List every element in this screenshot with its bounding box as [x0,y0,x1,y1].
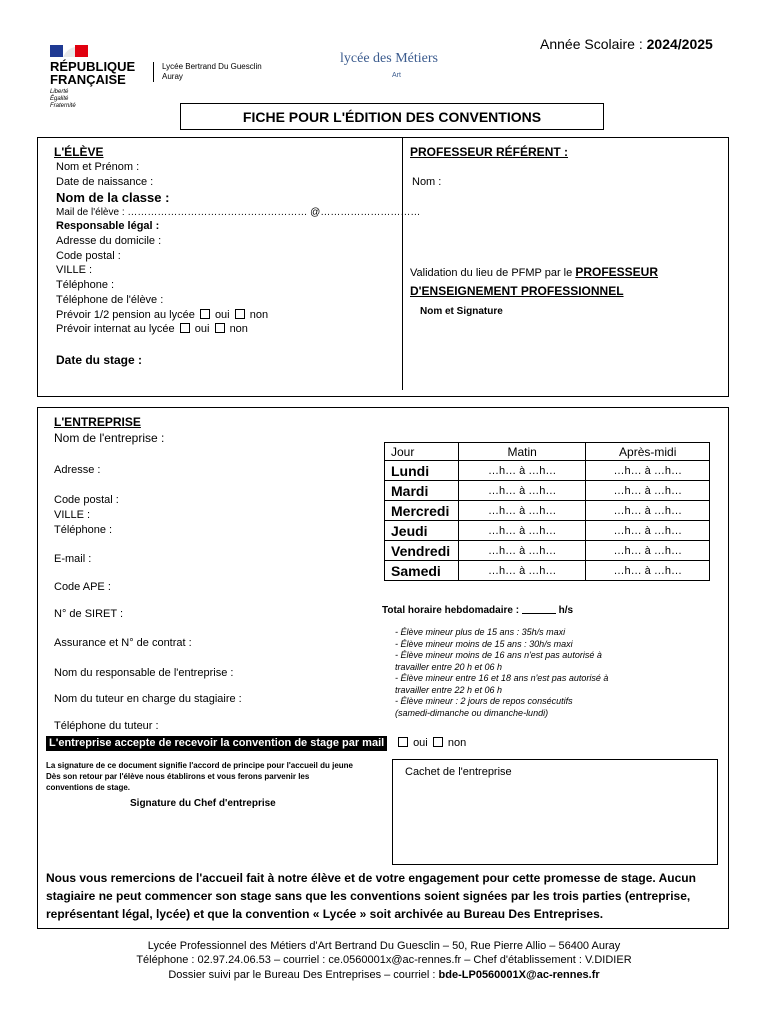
internat-label: Prévoir internat au lycée [56,323,175,335]
schedule-row [385,481,710,501]
schedule-afternoon-slot[interactable]: …h… à …h… [586,521,710,541]
professeur-signature: Nom et Signature [420,306,503,317]
entreprise-telephone: Téléphone : [54,524,113,536]
republique-line2: FRANÇAISE [50,72,126,87]
mail-accept-non-label: non [447,737,467,749]
footer-line-2: Téléphone : 02.97.24.06.53 – courriel : ce.0560001x@ac-rennes.fr – Chef d'établissement : V.DIDIER [136,954,632,966]
entreprise-tel-tuteur: Téléphone du tuteur : [54,720,159,732]
entreprise-ville: VILLE : [54,509,91,521]
entreprise-tuteur: Nom du tuteur en charge du stagiaire : [54,693,242,705]
internat-oui-label: oui [194,323,210,335]
entreprise-adresse: Adresse : [54,464,101,476]
schedule-table [384,442,710,581]
motto-liberte: Liberté [50,89,69,95]
professeur-validation [410,266,658,280]
schedule-header-jour: Jour [385,443,459,461]
schedule-header-matin: Matin [458,443,585,461]
republique-line1: RÉPUBLIQUE [50,59,136,74]
schedule-day: Lundi [385,461,459,481]
schedule-day: Mercredi [385,501,459,521]
entreprise-code-ape: Code APE : [54,581,111,593]
logo-subtext: Art [392,72,401,79]
legal-note: - Élève mineur entre 16 et 18 ans n'est pas autorisé à [395,673,609,683]
footer-line-3 [0,968,768,982]
total-horaire-field[interactable] [522,603,556,614]
closing-line-3: représentant légal, lycée) et que la convention « Lycée » soit archivée au Bureau Des Entreprises. [46,907,604,921]
mail-accept-oui-checkbox[interactable] [398,737,408,747]
schedule-row [385,541,710,561]
footer-bde-email[interactable]: bde-LP0560001X@ac-rennes.fr [438,969,600,981]
motto-egalite: Égalité [50,96,69,102]
validation-prefix: Validation du lieu de PFMP par le [410,267,573,279]
schedule-row [385,461,710,481]
eleve-mail: Mail de l'élève : ……………………………………………… @………………………… [56,207,421,218]
schedule-morning-slot[interactable]: …h… à …h… [458,521,585,541]
legal-note: - Élève mineur : 2 jours de repos consécutifs [395,696,573,706]
logo-text: lycée des Métiers [340,51,438,66]
internat-oui-checkbox[interactable] [180,323,190,333]
total-horaire-unit: h/s [558,605,574,616]
schedule-row [385,521,710,541]
legal-note: travailler entre 22 h et 06 h [395,684,503,695]
demi-pension-non-label: non [249,309,269,321]
eleve-ville: VILLE : [56,264,93,276]
schedule-morning-slot[interactable]: …h… à …h… [458,481,585,501]
entreprise-email: E-mail : [54,553,92,565]
mail-accept-non-checkbox[interactable] [433,737,443,747]
legal-note: - Élève mineur plus de 15 ans : 35h/s maxi [395,627,566,637]
footer-line-3-prefix: Dossier suivi par le Bureau Des Entreprises – courriel : [168,969,436,981]
legal-note: - Élève mineur moins de 15 ans : 30h/s maxi [395,638,573,649]
eleve-adresse: Adresse du domicile : [56,235,162,247]
schedule-afternoon-slot[interactable]: …h… à …h… [586,461,710,481]
cachet-label: Cachet de l'entreprise [405,766,512,778]
schedule-header-row [385,443,710,461]
entreprise-heading: L'ENTREPRISE [54,415,141,429]
schedule-morning-slot[interactable]: …h… à …h… [458,541,585,561]
total-horaire [382,603,573,617]
schedule-afternoon-slot[interactable]: …h… à …h… [586,561,710,581]
eleve-code-postal: Code postal : [56,250,121,262]
schedule-day: Mardi [385,481,459,501]
legal-notes [395,627,608,719]
entreprise-code-postal: Code postal : [54,494,119,506]
eleve-telephone: Téléphone : [56,279,115,291]
signature-note-2: Dès son retour par l'élève nous établirons et vous ferons parvenir les [46,772,310,781]
schedule-day: Jeudi [385,521,459,541]
schedule-morning-slot[interactable]: …h… à …h… [458,501,585,521]
schedule-morning-slot[interactable]: …h… à …h… [458,561,585,581]
legal-note: travailler entre 20 h et 06 h [395,661,503,672]
demi-pension-oui-label: oui [214,309,230,321]
mail-accept-oui-label: oui [413,737,428,749]
entreprise-responsable: Nom du responsable de l'entreprise : [54,667,234,679]
footer-line-1: Lycée Professionnel des Métiers d'Art Bertrand Du Guesclin – 50, Rue Pierre Allio – 56400 Auray [147,940,621,952]
header-divider [153,62,154,82]
eleve-classe: Nom de la classe : [56,190,170,205]
legal-note: (samedi-dimanche ou dimanche-lundi) [395,707,549,718]
school-year [540,36,713,52]
signature-note-3: conventions de stage. [46,783,131,792]
form-title: FICHE POUR L'ÉDITION DES CONVENTIONS [242,109,542,125]
internat-non-label: non [229,323,248,335]
entreprise-nom: Nom de l'entreprise : [54,431,165,445]
eleve-tel-eleve: Téléphone de l'élève : [56,294,164,306]
internat-non-checkbox[interactable] [215,323,225,333]
professeur-heading: PROFESSEUR RÉFÉRENT : [410,145,569,159]
school-city: Auray [162,72,183,81]
closing-line-1: Nous vous remercions de l'accueil fait à notre élève et de votre engagement pour cette promesse de stage. Aucun [46,871,696,885]
total-horaire-label: Total horaire hebdomadaire : [382,605,520,616]
schedule-afternoon-slot[interactable]: …h… à …h… [586,501,710,521]
entreprise-siret: N° de SIRET : [54,608,123,620]
professeur-nom: Nom : [412,176,442,188]
eleve-responsable: Responsable légal : [56,220,160,232]
demi-pension-oui-checkbox[interactable] [200,309,210,319]
date-stage: Date du stage : [56,353,143,367]
mail-accept-options [396,737,466,750]
schedule-afternoon-slot[interactable]: …h… à …h… [586,481,710,501]
school-name: Lycée Bertrand Du Guesclin [162,62,262,71]
eleve-heading: L'ÉLÈVE [54,145,104,159]
closing-line-2: stagiaire ne peut commencer son stage sans que les conventions soient signées par les trois parties (entreprise, [46,889,691,903]
signature-chef: Signature du Chef d'entreprise [130,798,276,809]
motto-fraternite: Fraternité [50,103,76,109]
demi-pension-row [56,309,268,322]
signature-note-1: La signature de ce document signifie l'accord de principe pour l'accueil du jeune [46,761,353,770]
schedule-row [385,561,710,581]
demi-pension-label: Prévoir 1/2 pension au lycée [56,309,195,321]
republique-flag-icon [50,44,88,56]
demi-pension-non-checkbox[interactable] [235,309,245,319]
schedule-afternoon-slot[interactable]: …h… à …h… [586,541,710,561]
schedule-header-apresmidi: Après-midi [586,443,710,461]
validation-bold1: PROFESSEUR [575,265,658,279]
schedule-day: Samedi [385,561,459,581]
schedule-day: Vendredi [385,541,459,561]
schedule-row [385,501,710,521]
eleve-naissance: Date de naissance : [56,176,154,188]
mail-accept-banner: L'entreprise accepte de recevoir la convention de stage par mail [46,736,387,751]
legal-note: - Élève mineur moins de 16 ans n'est pas autorisé à [395,650,602,660]
entreprise-assurance: Assurance et N° de contrat : [54,637,192,649]
validation-bold2: D'ENSEIGNEMENT PROFESSIONNEL [410,284,624,298]
eleve-nom-prenom: Nom et Prénom : [56,161,140,173]
school-year-label: Année Scolaire : [540,36,643,52]
internat-row [56,323,248,336]
schedule-morning-slot[interactable]: …h… à …h… [458,461,585,481]
eleve-divider [402,138,403,390]
school-year-value: 2024/2025 [646,36,713,52]
lycee-des-metiers-logo [340,46,452,86]
